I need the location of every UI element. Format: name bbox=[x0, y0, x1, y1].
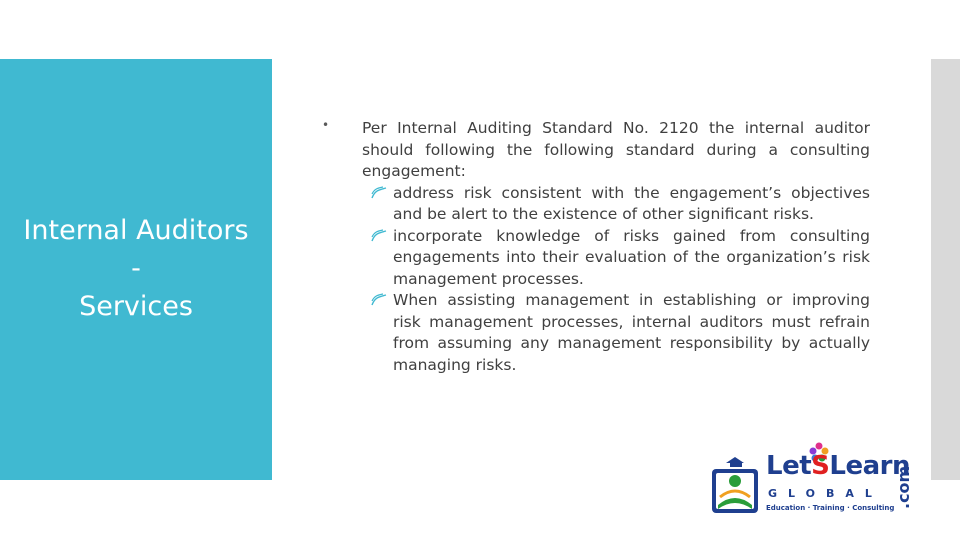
title-line-2: - bbox=[131, 253, 141, 284]
slide-content bbox=[322, 118, 870, 376]
book-mascot-icon bbox=[708, 447, 764, 517]
sub-bullet-item bbox=[322, 183, 870, 226]
logo-tagline: Education · Training · Consulting bbox=[766, 504, 895, 512]
decorative-strip bbox=[931, 59, 960, 480]
logo-brand-learn: Learn bbox=[829, 451, 910, 481]
bullet-dot-icon: • bbox=[322, 118, 330, 132]
logo-com: .com bbox=[894, 465, 913, 509]
sub-bullet-list bbox=[322, 183, 870, 377]
title-line-3: Services bbox=[79, 291, 193, 322]
sub-bullet-item bbox=[322, 290, 870, 376]
main-bullet bbox=[322, 118, 870, 183]
letslearn-logo bbox=[708, 443, 913, 521]
logo-brand-let: Let bbox=[766, 451, 812, 481]
sub-bullet-text: address risk consistent with the engagement’s objectives and be alert to the existence of other significant risks. bbox=[393, 183, 870, 223]
main-bullet-text: Per Internal Auditing Standard No. 2120 the internal auditor should following the following standard during a consulting engagement: bbox=[362, 119, 870, 180]
logo-global: GLOBAL bbox=[768, 487, 883, 500]
wave-bullet-icon bbox=[371, 293, 387, 307]
wave-bullet-icon bbox=[371, 229, 387, 243]
sub-bullet-text: When assisting management in establishing or improving risk management processes, internal auditors must refrain from assuming any management responsibility by actually managing risks. bbox=[393, 291, 870, 374]
sub-bullet-text: incorporate knowledge of risks gained from consulting engagements into their evaluation of the organization’s risk management processes. bbox=[393, 226, 870, 288]
logo-brand bbox=[766, 451, 910, 481]
title-line-1: Internal Auditors bbox=[23, 215, 249, 246]
slide-title bbox=[0, 212, 272, 326]
logo-brand-s: S bbox=[811, 451, 830, 481]
sub-bullet-item bbox=[322, 226, 870, 291]
wave-bullet-icon bbox=[371, 186, 387, 200]
